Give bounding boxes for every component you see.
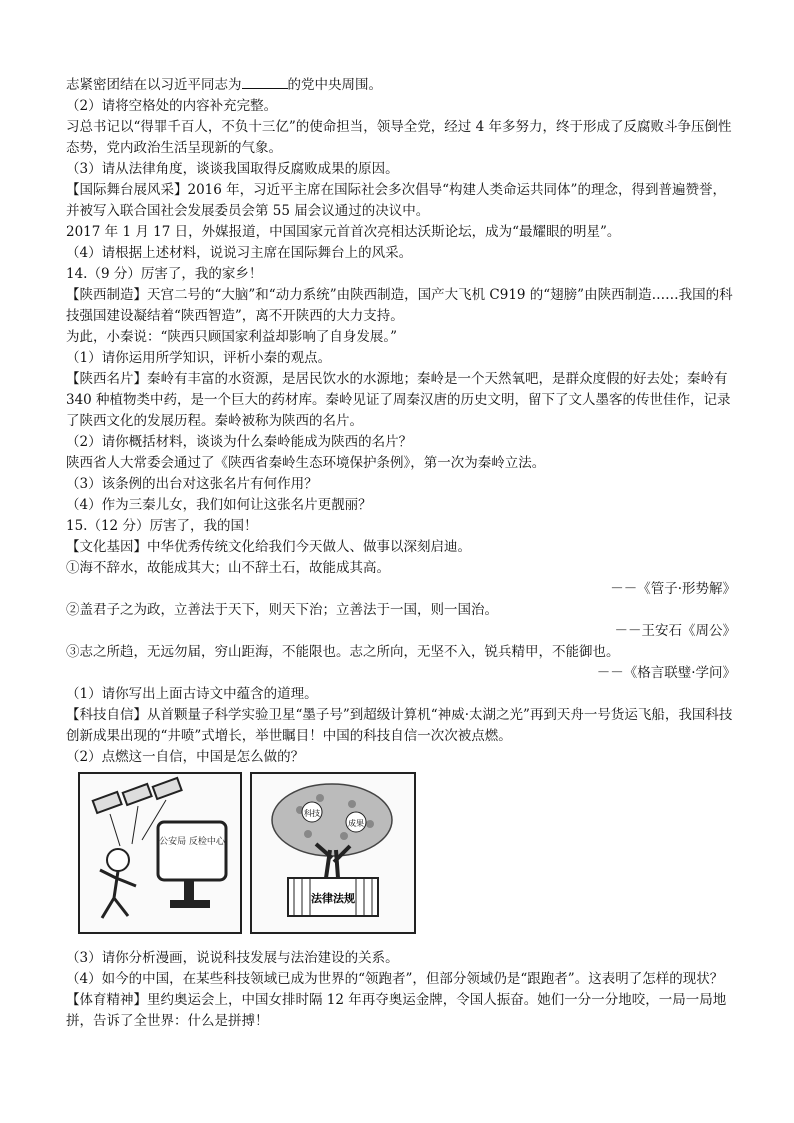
- quote: ③志之所趋，无远勿届，穷山距海，不能限也。志之所向，无坚不入，锐兵精甲，不能御也。: [66, 644, 620, 660]
- paragraph: 【国际舞台展风采】2016 年，习近平主席在国际社会多次倡导“构建人类命运共同体”的理念，得到普遍赞誉，并被写入联合国社会发展委员会第 55 届会议通过的决议中。: [66, 182, 726, 219]
- quote: ②盖君子之为政，立善法于天下，则天下治；立善法于一国，则一国治。: [66, 602, 498, 618]
- text-span: 的党中央周围。: [287, 77, 382, 93]
- tree-word: 成果: [348, 819, 364, 828]
- fill-blank: [242, 74, 288, 89]
- paragraph: 【科技自信】从首颗量子科学实验卫星“墨子号”到超级计算机“神威·太湖之光”再到天舟一号货运飞船，我国科技创新成果出现的“井喷”式增长，举世瞩目！中国的科技自信一次次被点燃。: [66, 707, 733, 744]
- question-heading: 15.（12 分）厉害了，我的国！: [66, 518, 258, 534]
- question-prompt: （2）请将空格处的内容补充完整。: [66, 98, 278, 114]
- question-prompt: （2）请你概括材料，谈谈为什么秦岭能成为陕西的名片？: [66, 434, 413, 450]
- question-prompt: （4）如今的中国，在某些科技领域已成为世界的“领跑者”，但部分领域仍是“跟跑者”。这表明了怎样的现状？: [66, 971, 724, 987]
- quote: ①海不辞水，故能成其大；山不辞土石，故能成其高。: [66, 560, 390, 576]
- paragraph: 为此，小秦说：“陕西只顾国家利益却影响了自身发展。”: [66, 329, 398, 345]
- text-span: 志紧密团结在以习近平同志为: [66, 77, 242, 93]
- quote-source: －－王安石《周公》: [614, 623, 736, 639]
- quote-source: －－《管子·形势解》: [610, 581, 736, 597]
- question-prompt: （1）请你运用所学知识，评析小秦的观点。: [66, 350, 332, 366]
- base-text: 法律法规: [311, 892, 355, 905]
- paragraph: 陕西省人大常委会通过了《陕西省秦岭生态环境保护条例》，第一次为秦岭立法。: [66, 455, 546, 471]
- question-prompt: （2）点燃这一自信，中国是怎么做的？: [66, 749, 305, 765]
- question-prompt: （1）请你写出上面古诗文中蕴含的道理。: [66, 686, 318, 702]
- quote-source: －－《格言联璧·学问》: [596, 665, 736, 681]
- screen-text: 公安局 反检中心: [159, 837, 225, 847]
- paragraph: 【体育精神】里约奥运会上，中国女排时隔 12 年再夺奥运金牌，令国人振奋。她们一分一分地咬，一局一局地拼，告诉了全世界：什么是拼搏！: [66, 992, 727, 1029]
- cartoon-figures: [78, 772, 736, 944]
- question-prompt: （4）请根据上述材料，说说习主席在国际舞台上的风采。: [66, 245, 413, 261]
- question-prompt: （4）作为三秦儿女，我们如何让这张名片更靓丽？: [66, 497, 372, 513]
- text-line: [66, 74, 736, 96]
- cartoon-tree: [250, 772, 416, 934]
- paragraph: 2017 年 1 月 17 日，外媒报道，中国国家元首首次亮相达沃斯论坛，成为“最耀眼的明星”。: [66, 224, 621, 240]
- tree-word: 科技: [304, 809, 320, 818]
- cartoon-surveillance-drawing: [80, 774, 240, 932]
- cartoon-tree-drawing: [252, 774, 414, 932]
- question-prompt: （3）该条例的出台对这张名片有何作用？: [66, 476, 318, 492]
- question-prompt: （3）请从法律角度，谈谈我国取得反腐败成果的原因。: [66, 161, 399, 177]
- question-heading: 14.（9 分）厉害了，我的家乡！: [66, 266, 263, 282]
- cartoon-surveillance: [78, 772, 242, 934]
- paragraph: 【陕西名片】秦岭有丰富的水资源，是居民饮水的水源地；秦岭是一个天然氧吧，是群众度假的好去处；秦岭有 340 种植物类中药，是一个巨大的药材库。秦岭见证了周秦汉唐的历史文明，留下了文人墨客的传世佳作，记录了陕西文化的发展历程。秦岭被称为陕西的名片。: [66, 371, 731, 429]
- paragraph: 习总书记以“得罪千百人，不负十三亿”的使命担当，领导全党，经过 4 年多努力，终于形成了反腐败斗争压倒性态势，党内政治生活呈现新的气象。: [66, 119, 732, 156]
- question-prompt: （3）请你分析漫画，说说科技发展与法治建设的关系。: [66, 950, 399, 966]
- paragraph: 【文化基因】中华优秀传统文化给我们今天做人、做事以深刻启迪。: [66, 539, 471, 555]
- paragraph: 【陕西制造】天宫二号的“大脑”和“动力系统”由陕西制造，国产大飞机 C919 的“翅膀”由陕西制造……我国的科技强国建设凝结着“陕西智造”，离不开陕西的大力支持。: [66, 287, 733, 324]
- document-body: [66, 74, 736, 1032]
